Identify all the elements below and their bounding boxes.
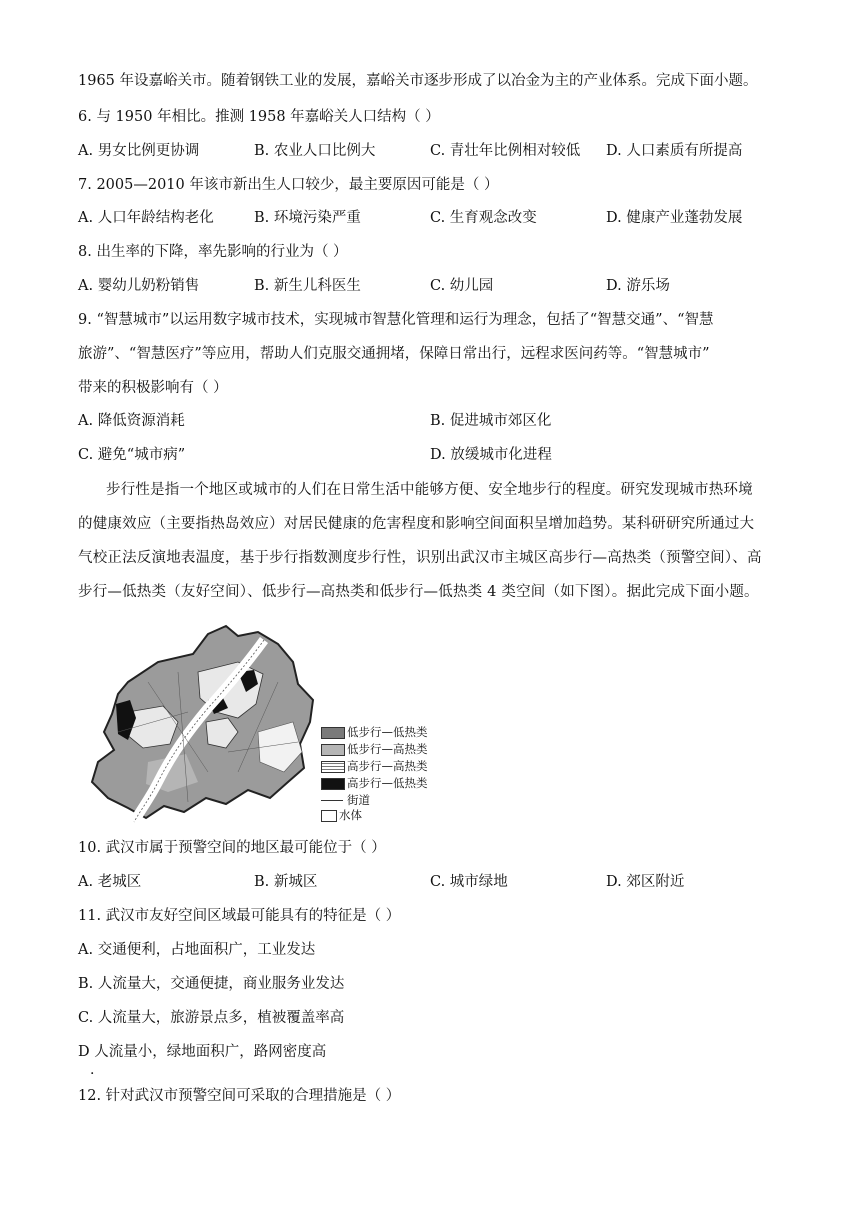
question-10-stem: 10. 武汉市属于预警空间的地区最可能位于（ ）: [78, 840, 386, 856]
legend-label-low-low: 低步行—低热类: [347, 725, 428, 739]
swatch-low-high: [321, 744, 345, 756]
stray-dot: ·: [90, 1066, 95, 1082]
legend-label-high-high: 高步行—高热类: [347, 759, 428, 773]
legend-street: [321, 793, 370, 807]
swatch-low-low: [321, 727, 345, 739]
legend-low-high: [321, 742, 428, 756]
swatch-high-low: [321, 778, 345, 790]
q7-option-a[interactable]: A. 人口年龄结构老化: [78, 210, 214, 226]
legend-water: [321, 808, 362, 822]
passage-line-3: 气校正法反演地表温度，基于步行指数测度步行性，识别出武汉市主城区高步行—高热类（预警空间）、高: [78, 550, 762, 566]
q8-option-c[interactable]: C. 幼儿园: [430, 278, 494, 294]
q9-option-d[interactable]: D. 放缓城市化进程: [430, 447, 552, 463]
q7-option-d[interactable]: D. 健康产业蓬勃发展: [606, 210, 743, 226]
q11-option-d[interactable]: D 人流量小，绿地面积广，路网密度高: [78, 1044, 327, 1060]
q6-option-b[interactable]: B. 农业人口比例大: [254, 143, 376, 159]
q6-option-a[interactable]: A. 男女比例更协调: [78, 143, 200, 159]
question-12-stem: 12. 针对武汉市预警空间可采取的合理措施是（ ）: [78, 1088, 401, 1104]
q10-option-a[interactable]: A. 老城区: [78, 874, 142, 890]
wuhan-map: [88, 622, 318, 824]
passage-line-4: 步行—低热类（友好空间）、低步行—高热类和低步行—低热类 4 类空间（如下图）。据此完成下面小题。: [78, 584, 759, 600]
legend-high-high: [321, 759, 428, 773]
question-6-stem: 6. 与 1950 年相比。推测 1958 年嘉峪关人口结构（ ）: [78, 109, 440, 125]
legend-label-low-high: 低步行—高热类: [347, 742, 428, 756]
question-9-stem-line-3: 带来的积极影响有（ ）: [78, 380, 228, 396]
legend-label-street: 街道: [347, 793, 370, 807]
q10-option-c[interactable]: C. 城市绿地: [430, 874, 508, 890]
passage-line-2: 的健康效应（主要指热岛效应）对居民健康的危害程度和影响空间面积呈增加趋势。某科研研究所通过大: [78, 516, 755, 532]
q11-option-a[interactable]: A. 交通便利，占地面积广，工业发达: [78, 942, 316, 958]
q6-option-c[interactable]: C. 青壮年比例相对较低: [430, 143, 581, 159]
q10-option-d[interactable]: D. 郊区附近: [606, 874, 685, 890]
swatch-high-high: [321, 761, 345, 773]
swatch-street: [321, 800, 343, 801]
question-11-stem: 11. 武汉市友好空间区域最可能具有的特征是（ ）: [78, 908, 401, 924]
q9-option-b[interactable]: B. 促进城市郊区化: [430, 413, 552, 429]
legend-label-high-low: 高步行—低热类: [347, 776, 428, 790]
q11-option-b[interactable]: B. 人流量大，交通便捷，商业服务业发达: [78, 976, 345, 992]
q10-option-b[interactable]: B. 新城区: [254, 874, 318, 890]
q8-option-a[interactable]: A. 婴幼儿奶粉销售: [78, 278, 200, 294]
question-9-stem-line-1: 9. “智慧城市”以运用数字城市技术，实现城市智慧化管理和运行为理念，包括了“智慧交通”、“智慧: [78, 312, 714, 328]
q8-option-d[interactable]: D. 游乐场: [606, 278, 670, 294]
question-9-stem-line-2: 旅游”、“智慧医疗”等应用，帮助人们克服交通拥堵，保障日常出行，远程求医问药等。“智慧城市”: [78, 346, 710, 362]
passage-line-1: 步行性是指一个地区或城市的人们在日常生活中能够方便、安全地步行的程度。研究发现城市热环境: [106, 482, 753, 498]
q7-option-c[interactable]: C. 生育观念改变: [430, 210, 537, 226]
legend-high-low: [321, 776, 428, 790]
q7-option-b[interactable]: B. 环境污染严重: [254, 210, 361, 226]
q9-option-c[interactable]: C. 避免“城市病”: [78, 447, 186, 463]
intro-text: 1965 年设嘉峪关市。随着钢铁工业的发展，嘉峪关市逐步形成了以冶金为主的产业体系。完成下面小题。: [78, 73, 758, 89]
wuhan-map-figure: [88, 622, 458, 824]
q8-option-b[interactable]: B. 新生儿科医生: [254, 278, 361, 294]
q9-option-a[interactable]: A. 降低资源消耗: [78, 413, 185, 429]
question-7-stem: 7. 2005—2010 年该市新出生人口较少，最主要原因可能是（ ）: [78, 177, 499, 193]
legend-low-low: [321, 725, 428, 739]
q11-option-c[interactable]: C. 人流量大，旅游景点多，植被覆盖率高: [78, 1010, 345, 1026]
legend-label-water: 水体: [339, 808, 362, 822]
swatch-water: [321, 810, 337, 822]
q6-option-d[interactable]: D. 人口素质有所提高: [606, 143, 743, 159]
question-8-stem: 8. 出生率的下降，率先影响的行业为（ ）: [78, 244, 348, 260]
